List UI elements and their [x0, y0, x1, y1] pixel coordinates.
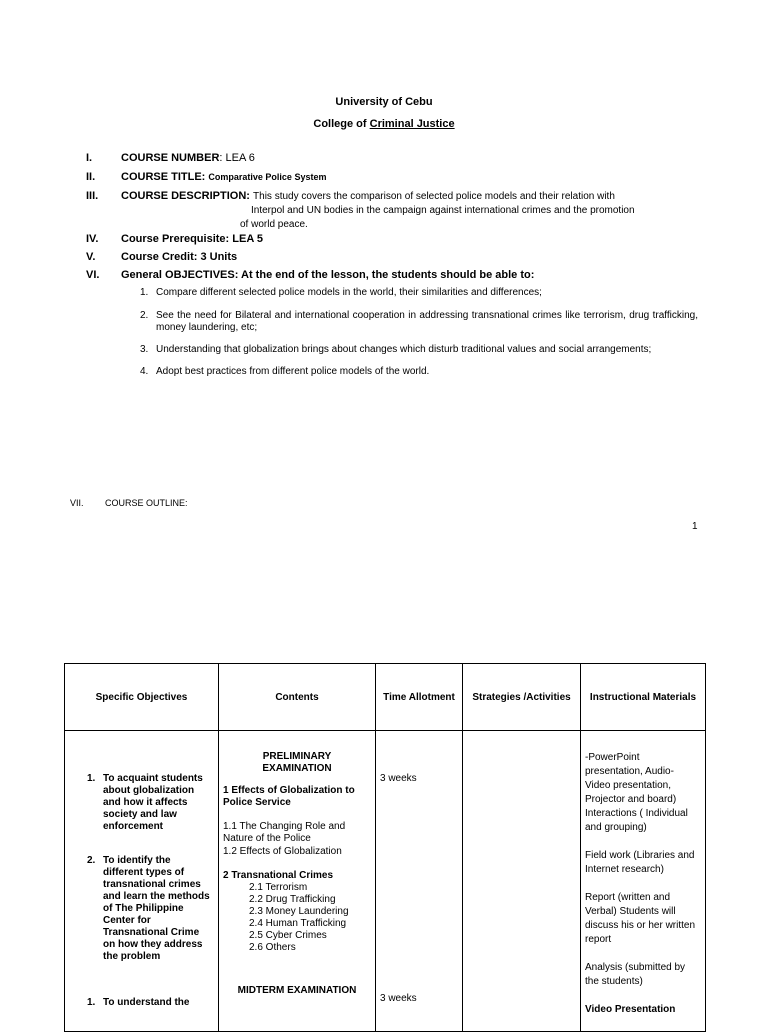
- column-header: Instructional Materials: [581, 664, 706, 731]
- content-line: 1.2 Effects of Globalization: [223, 846, 342, 857]
- table-header-row: [65, 664, 706, 731]
- content-line: 2.1 Terrorism: [249, 882, 308, 893]
- section-number: III.: [86, 190, 99, 202]
- strategies-cell: [463, 731, 581, 1032]
- objective-text: Understanding that globalization brings about changes which disturb traditional values and social arrangements;: [156, 344, 652, 355]
- time-value: 3 weeks: [380, 993, 417, 1004]
- page-number: 1: [692, 521, 698, 532]
- description-line-3: of world peace.: [240, 219, 308, 230]
- content-line: 2.2 Drug Trafficking: [249, 894, 336, 905]
- material-item: -PowerPoint presentation, Audio-Video presentation, Projector and board) Interactions ( Individual and grouping): [585, 752, 688, 833]
- section-number: II.: [86, 171, 96, 183]
- table-row: [65, 731, 706, 1032]
- column-header: Contents: [219, 664, 376, 731]
- section-number: V.: [86, 251, 96, 263]
- section-value: : LEA 6: [219, 152, 255, 164]
- content-line: 2.4 Human Trafficking: [249, 918, 347, 929]
- section-number: VI.: [86, 269, 100, 281]
- section-text: General OBJECTIVES: At the end of the lesson, the students should be able to:: [121, 269, 535, 281]
- content-line: 2.5 Cyber Crimes: [249, 930, 327, 941]
- objective-number: 3.: [140, 344, 149, 355]
- section-value: Comparative Police System: [208, 172, 327, 182]
- objective-number: 1.: [140, 287, 149, 298]
- contents-cell: [219, 731, 376, 1032]
- list-item: 2. To identify the different types of transnational crimes and learn the methods of The Philippine Center for Transnational Crime on how they address the problem: [87, 855, 210, 962]
- college-name: Criminal Justice: [369, 118, 455, 130]
- objective-text: Adopt best practices from different police models of the world.: [156, 366, 430, 377]
- section-text: Course Prerequisite: LEA 5: [121, 233, 264, 245]
- column-header: Time Allotment: [376, 664, 463, 731]
- college-line: [0, 118, 768, 130]
- course-outline-table: [64, 663, 706, 1032]
- specific-objectives-cell: [65, 731, 219, 1032]
- section-number: IV.: [86, 233, 99, 245]
- objective-text: Compare different selected police models in the world, their similarities and differences;: [156, 287, 542, 298]
- list-item: 1. To understand the: [87, 997, 190, 1008]
- section-label: COURSE OUTLINE:: [105, 498, 188, 508]
- column-header: Specific Objectives: [65, 664, 219, 731]
- material-item: Field work (Libraries and Internet research): [585, 850, 695, 875]
- objective-number: 2.: [140, 310, 149, 321]
- content-heading: 1 Effects of Globalization to Police Service: [223, 785, 355, 808]
- material-item: Analysis (submitted by the students): [585, 962, 686, 987]
- description-line-2: Interpol and UN bodies in the campaign against international crimes and the promotion: [251, 205, 635, 216]
- section-text: Course Credit: 3 Units: [121, 251, 238, 263]
- objective-number: 4.: [140, 366, 149, 377]
- midterm-exam-title: MIDTERM EXAMINATION: [237, 985, 357, 996]
- university-name: University of Cebu: [335, 96, 433, 108]
- section-number: VII.: [70, 498, 84, 508]
- objective-text: See the need for Bilateral and international cooperation in addressing transnational crimes like terrorism, drug trafficking, money laundering, etc;: [156, 310, 698, 333]
- time-value: 3 weeks: [380, 773, 417, 784]
- section-number: I.: [86, 152, 93, 164]
- content-heading: 2 Transnational Crimes: [223, 870, 334, 881]
- instructional-materials-cell: [581, 731, 706, 1032]
- college-prefix: College of: [313, 118, 370, 130]
- prelim-exam-title: PRELIMINARY EXAMINATION: [262, 751, 332, 774]
- section-label: COURSE NUMBER: [121, 152, 220, 164]
- list-item: 1. To acquaint students about globalization and how it affects society and law enforcement: [87, 773, 203, 832]
- description-line-1: This study covers the comparison of selected police models and their relation with: [253, 191, 615, 202]
- content-line: 2.6 Others: [249, 942, 296, 953]
- section-label: COURSE DESCRIPTION:: [121, 190, 250, 202]
- column-header: Strategies /Activities: [463, 664, 581, 731]
- material-item: Report (written and Verbal) Students will discuss his or her written report: [585, 892, 696, 945]
- content-line: 1.1 The Changing Role and Nature of the Police: [223, 821, 346, 844]
- section-label: COURSE TITLE:: [121, 171, 206, 183]
- course-outline-heading: [70, 498, 188, 508]
- time-allotment-cell: [376, 731, 463, 1032]
- content-line: 2.3 Money Laundering: [249, 906, 349, 917]
- material-item: Video Presentation: [585, 1004, 676, 1015]
